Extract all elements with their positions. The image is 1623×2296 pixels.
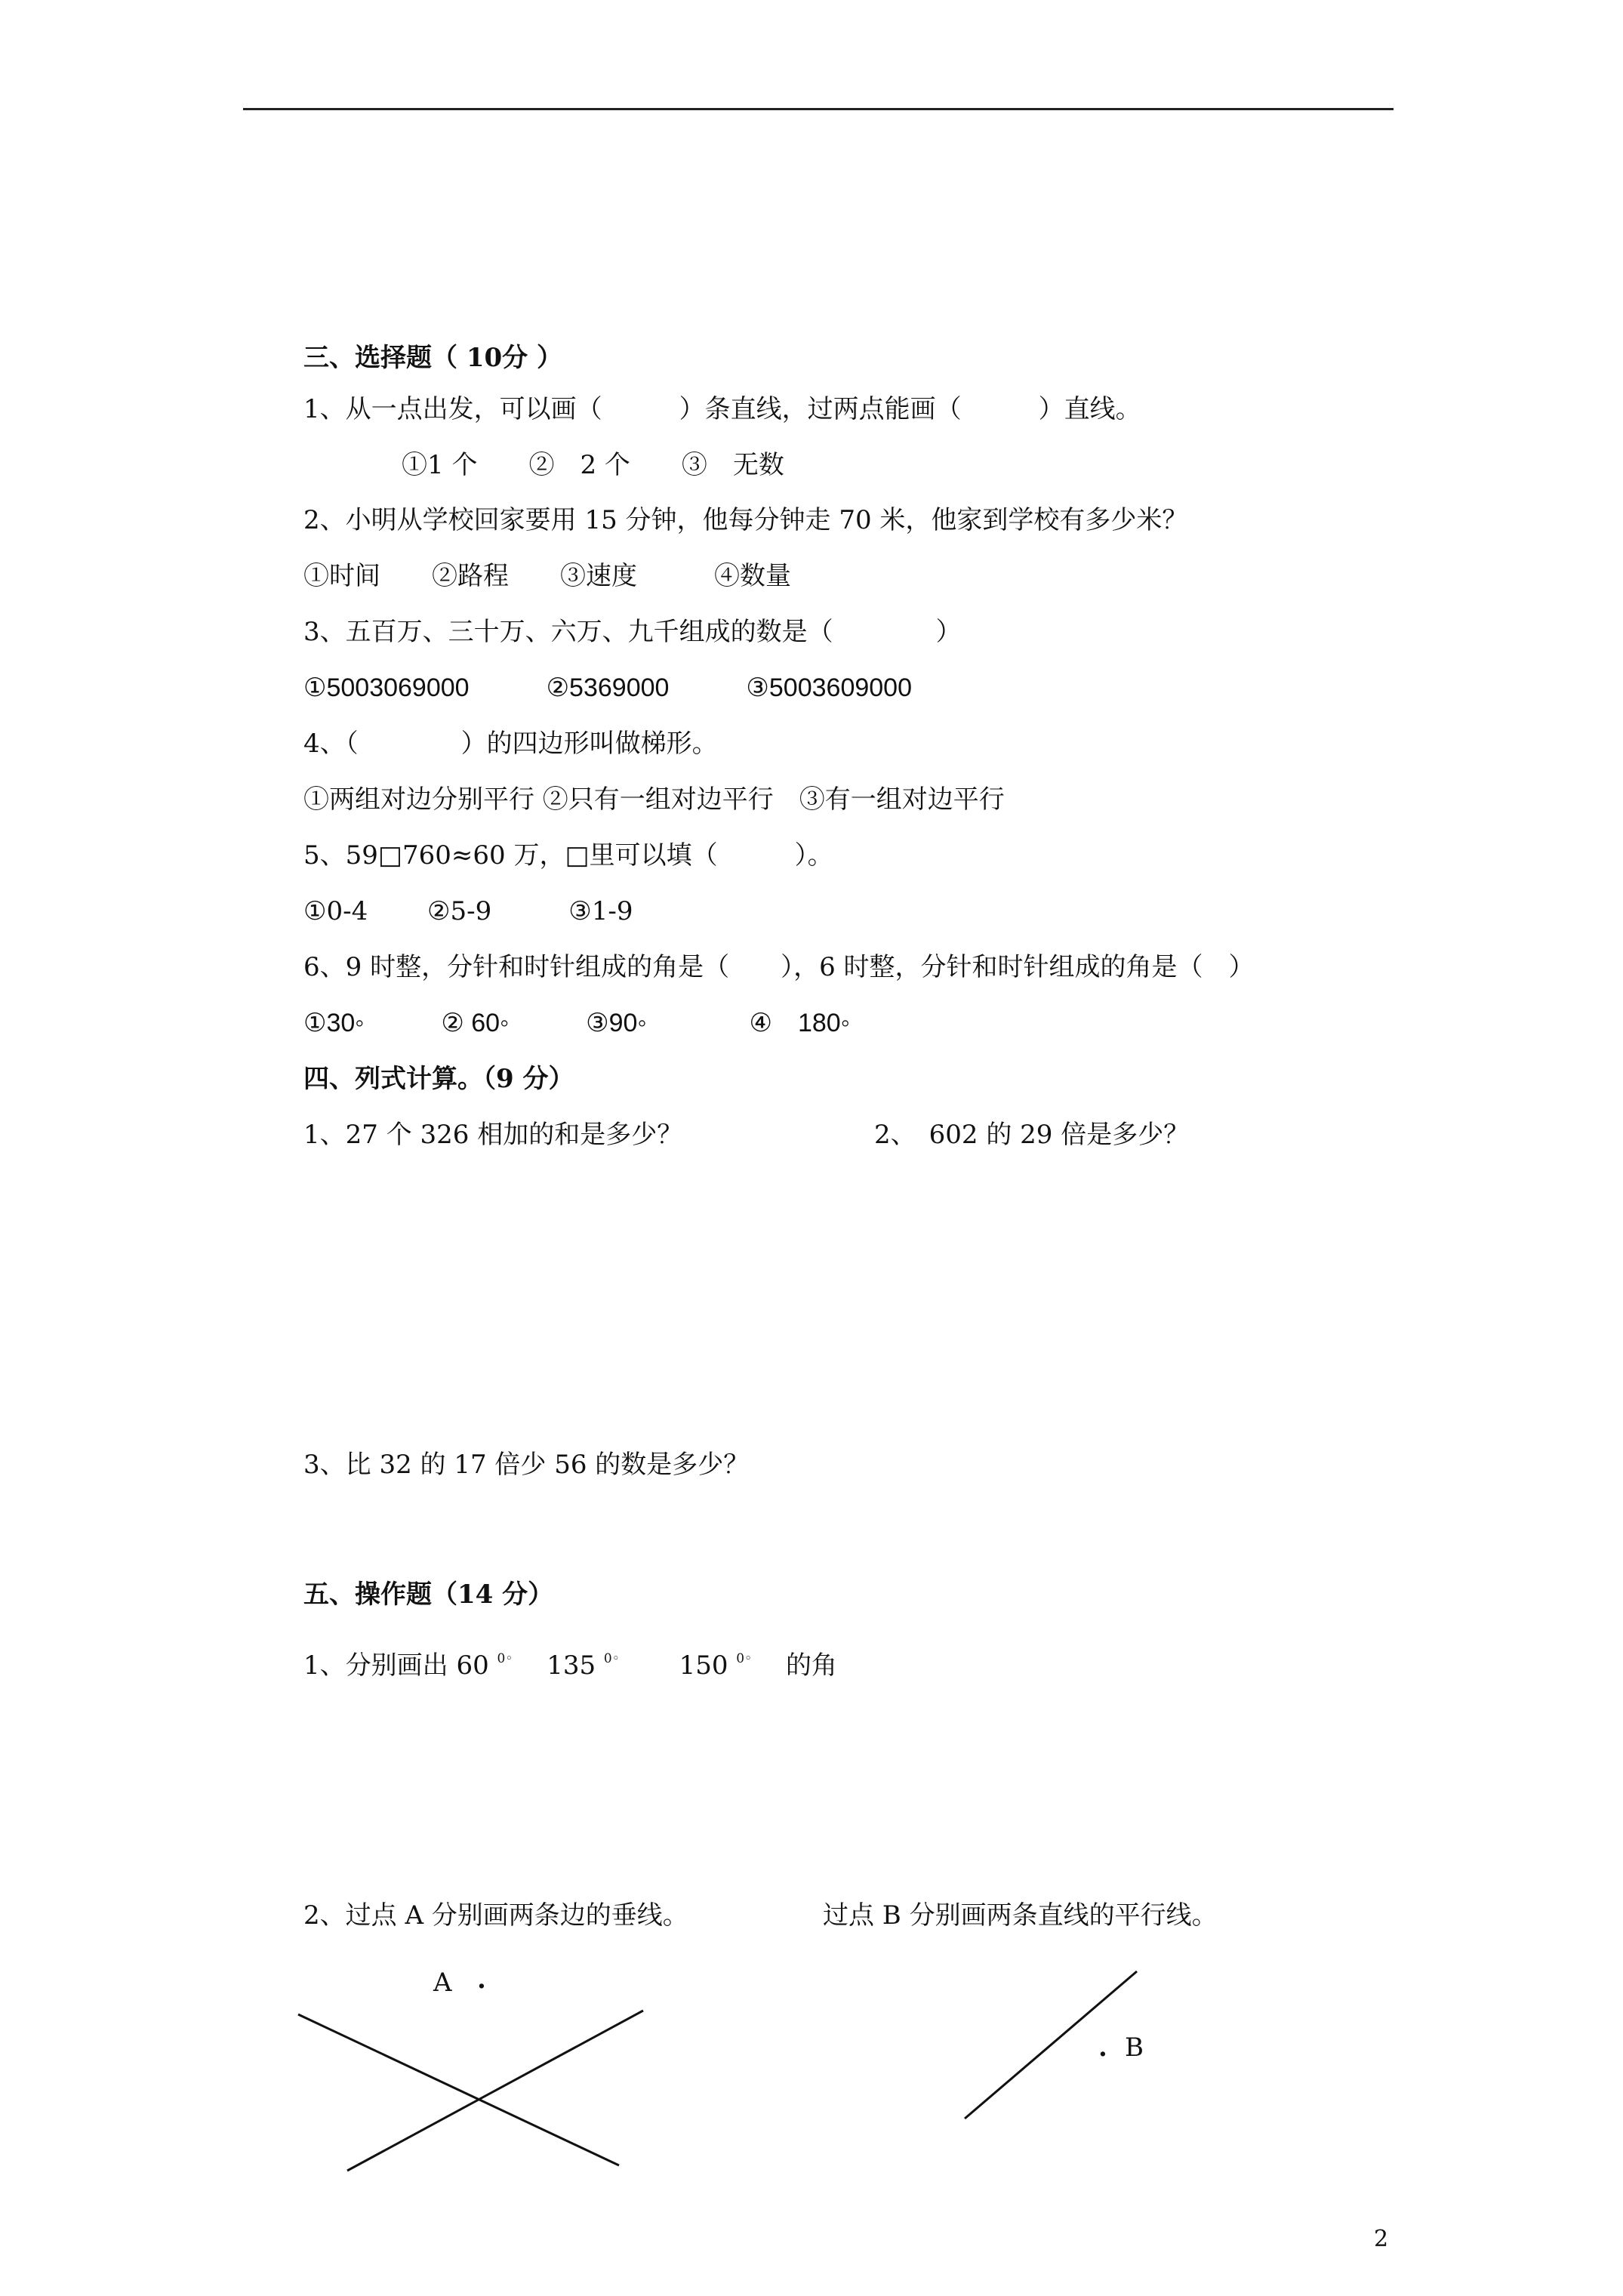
question-4-stem: 4、（ ）的四边形叫做梯形。 bbox=[303, 729, 718, 759]
question-2-options: ①时间 ②路程 ③速度 ④数量 bbox=[303, 561, 791, 591]
point-a-label: A bbox=[433, 1968, 452, 1998]
point-a-dot: . bbox=[477, 1965, 486, 1995]
operation-question-2-right: 过点 B 分别画两条直线的平行线。 bbox=[823, 1900, 1218, 1931]
degree-dot: ◦ bbox=[505, 1651, 513, 1666]
question-1-stem: 1、从一点出发，可以画（ ）条直线，过两点能画（ ）直线。 bbox=[303, 394, 1141, 424]
section-calc-title: 四、列式计算。（9 分） bbox=[303, 1064, 574, 1094]
question-3-stem: 3、五百万、三十万、六万、九千组成的数是（ ） bbox=[303, 617, 962, 647]
question-6-stem: 6、9 时整，分针和时针组成的角是（ ），6 时整，分针和时针组成的角是（ ） bbox=[303, 952, 1255, 982]
question-5-options: ①0-4 ②5-9 ③1-9 bbox=[303, 896, 633, 926]
degree-superscript: 0 bbox=[603, 1651, 612, 1666]
section-operation-title: 五、操作题（14 分） bbox=[303, 1579, 554, 1610]
slanted-line bbox=[965, 1971, 1137, 2119]
question-4-options: ①两组对边分别平行 ②只有一组对边平行 ③有一组对边平行 bbox=[303, 784, 1005, 815]
section-choice-title: 三、选择题（ 10分 ） bbox=[303, 343, 562, 373]
calc-question-2: 2、 602 的 29 倍是多少？ bbox=[874, 1120, 1190, 1150]
operation-q1-prefix: 1、分别画出 60 bbox=[303, 1650, 497, 1681]
calc-question-1: 1、27 个 326 相加的和是多少？ bbox=[303, 1120, 683, 1150]
intersecting-line-2 bbox=[347, 2011, 643, 2171]
point-b-dot: . bbox=[1098, 2032, 1107, 2063]
question-6-options: ①30◦ ② 60◦ ③90◦ ④ 180◦ bbox=[303, 1009, 850, 1037]
intersecting-line-1 bbox=[298, 2014, 619, 2165]
calc-question-3: 3、比 32 的 17 倍少 56 的数是多少？ bbox=[303, 1450, 750, 1480]
degree-superscript: 0 bbox=[736, 1651, 745, 1666]
question-5-stem: 5、59□760≈60 万，□里可以填（ ）。 bbox=[303, 840, 833, 871]
point-b-label: B bbox=[1125, 2032, 1144, 2063]
page-number: 2 bbox=[1374, 2226, 1389, 2252]
question-3-options: ①5003069000 ②5369000 ③5003609000 bbox=[303, 673, 912, 702]
degree-dot: ◦ bbox=[744, 1651, 753, 1666]
degree-superscript: 0 bbox=[497, 1651, 506, 1666]
operation-q1-angle-135: 135 bbox=[547, 1650, 604, 1681]
operation-q1-angle-150: 150 bbox=[679, 1650, 737, 1681]
operation-question-2-left: 2、过点 A 分别画两条边的垂线。 bbox=[303, 1900, 688, 1931]
question-1-options: ①1 个 ② 2 个 ③ 无数 bbox=[402, 450, 784, 480]
operation-q1-suffix: 的角 bbox=[785, 1650, 837, 1681]
degree-dot: ◦ bbox=[611, 1651, 620, 1666]
question-2-stem: 2、小明从学校回家要用 15 分钟，他每分钟走 70 米，他家到学校有多少米？ bbox=[303, 505, 1188, 535]
